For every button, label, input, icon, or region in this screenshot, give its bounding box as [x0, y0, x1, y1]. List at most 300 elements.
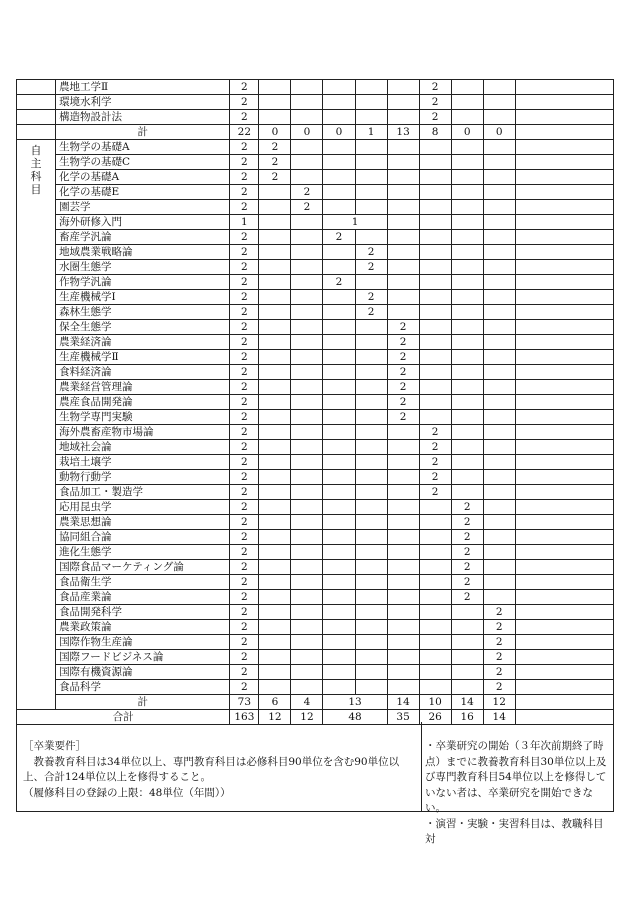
semester-cell — [483, 470, 515, 485]
subtotal-row — [17, 125, 614, 140]
semester-total: 0 — [291, 125, 323, 140]
semester-cell — [291, 80, 323, 95]
credits-cell: 2 — [230, 170, 259, 185]
semester-cell — [419, 410, 451, 425]
table-row — [17, 260, 614, 275]
semester-cell — [291, 455, 323, 470]
semester-cell: 2 — [483, 620, 515, 635]
graduation-requirements — [23, 739, 423, 801]
credits-cell: 2 — [230, 605, 259, 620]
semester-cell — [419, 605, 451, 620]
credits-cell: 2 — [230, 155, 259, 170]
semester-cell: 2 — [387, 320, 419, 335]
semester-cell — [419, 515, 451, 530]
course-name: 農業政策論 — [56, 620, 230, 635]
semester-cell — [419, 305, 451, 320]
category-cell — [17, 95, 56, 110]
credits-cell: 2 — [230, 110, 259, 125]
remarks-cell — [515, 365, 613, 380]
semester-cell — [419, 350, 451, 365]
semester-cell — [323, 590, 355, 605]
semester-cell — [355, 590, 387, 605]
grand-total-label: 合計 — [17, 710, 230, 725]
semester-cell — [387, 545, 419, 560]
table-row — [17, 665, 614, 680]
semester-cell: 2 — [323, 275, 355, 290]
semester-cell — [259, 290, 291, 305]
semester-cell — [291, 170, 323, 185]
credits-cell: 2 — [230, 245, 259, 260]
semester-cell — [451, 305, 483, 320]
remarks-cell — [515, 470, 613, 485]
semester-cell — [451, 80, 483, 95]
semester-cell — [387, 455, 419, 470]
remarks-cell — [515, 230, 613, 245]
course-name: 食品科学 — [56, 680, 230, 695]
semester-cell — [355, 200, 387, 215]
requirements-line: 上、合計124単位以上を修得すること。 — [23, 771, 212, 783]
semester-cell — [419, 635, 451, 650]
category-char: 目 — [30, 183, 42, 196]
semester-cell — [419, 500, 451, 515]
semester-cell — [451, 185, 483, 200]
semester-cell — [387, 185, 419, 200]
semester-cell — [483, 485, 515, 500]
credits-cell: 2 — [230, 260, 259, 275]
credits-cell: 2 — [230, 650, 259, 665]
semester-cell — [451, 290, 483, 305]
semester-cell — [259, 440, 291, 455]
semester-cell — [355, 620, 387, 635]
semester-cell — [291, 635, 323, 650]
semester-cell — [483, 455, 515, 470]
semester-cell — [419, 140, 451, 155]
semester-cell — [387, 575, 419, 590]
semester-grand-total: 12 — [259, 710, 291, 725]
semester-cell — [259, 605, 291, 620]
remarks-cell — [515, 425, 613, 440]
credits-cell: 2 — [230, 140, 259, 155]
semester-cell — [419, 365, 451, 380]
semester-cell — [387, 650, 419, 665]
table-row — [17, 590, 614, 605]
category-char: 自 — [30, 144, 42, 157]
semester-cell — [355, 455, 387, 470]
semester-cell — [291, 95, 323, 110]
semester-cell — [291, 515, 323, 530]
semester-cell — [355, 440, 387, 455]
credits-cell: 2 — [230, 365, 259, 380]
semester-cell: 2 — [419, 80, 451, 95]
semester-cell — [259, 110, 291, 125]
credits-cell: 2 — [230, 620, 259, 635]
semester-cell: 2 — [483, 665, 515, 680]
course-name: 動物行動学 — [56, 470, 230, 485]
semester-cell — [355, 545, 387, 560]
semester-cell — [291, 470, 323, 485]
semester-cell — [483, 350, 515, 365]
semester-cell — [387, 305, 419, 320]
table-row — [17, 560, 614, 575]
semester-cell — [291, 260, 323, 275]
course-name: 生物学の基礎C — [56, 155, 230, 170]
semester-cell — [355, 485, 387, 500]
semester-cell — [355, 185, 387, 200]
remarks-cell — [515, 395, 613, 410]
semester-cell — [451, 260, 483, 275]
semester-cell — [291, 350, 323, 365]
credits-cell: 2 — [230, 230, 259, 245]
semester-cell: 2 — [387, 335, 419, 350]
semester-cell — [419, 530, 451, 545]
semester-cell — [291, 545, 323, 560]
remarks-cell — [515, 320, 613, 335]
table-row — [17, 230, 614, 245]
semester-cell — [355, 170, 387, 185]
semester-cell — [259, 335, 291, 350]
semester-cell — [259, 530, 291, 545]
semester-total-merged: 13 — [323, 695, 387, 710]
semester-cell — [483, 185, 515, 200]
semester-cell — [355, 95, 387, 110]
semester-cell — [387, 590, 419, 605]
semester-cell — [291, 425, 323, 440]
credits-cell: 2 — [230, 335, 259, 350]
semester-cell — [291, 335, 323, 350]
semester-cell — [387, 170, 419, 185]
semester-cell — [355, 425, 387, 440]
credits-cell: 2 — [230, 425, 259, 440]
semester-cell — [323, 455, 355, 470]
semester-grand-total: 26 — [419, 710, 451, 725]
credits-cell: 2 — [230, 200, 259, 215]
semester-cell — [355, 230, 387, 245]
semester-cell — [291, 215, 323, 230]
note-line: ・演習・実験・実習科目は、教職科目対 — [425, 817, 604, 845]
semester-cell — [259, 500, 291, 515]
semester-cell — [451, 365, 483, 380]
semester-cell — [387, 665, 419, 680]
requirements-divider — [421, 722, 422, 812]
semester-cell — [259, 275, 291, 290]
semester-cell — [419, 665, 451, 680]
semester-cell: 2 — [387, 365, 419, 380]
semester-cell: 2 — [483, 605, 515, 620]
semester-cell — [387, 200, 419, 215]
semester-cell: 2 — [323, 230, 355, 245]
course-name: 農業経営管理論 — [56, 380, 230, 395]
semester-cell — [483, 335, 515, 350]
semester-cell — [259, 215, 291, 230]
table-row — [17, 500, 614, 515]
semester-cell — [483, 545, 515, 560]
course-name: 生産機械学Ⅰ — [56, 290, 230, 305]
semester-cell — [291, 305, 323, 320]
remarks-cell — [515, 245, 613, 260]
semester-cell — [323, 260, 355, 275]
semester-cell: 2 — [419, 425, 451, 440]
semester-cell — [387, 635, 419, 650]
credits-cell: 2 — [230, 305, 259, 320]
semester-cell — [419, 260, 451, 275]
semester-cell — [483, 140, 515, 155]
remarks-cell — [515, 650, 613, 665]
table-row — [17, 515, 614, 530]
graduation-requirements-box — [16, 722, 614, 845]
semester-cell — [291, 290, 323, 305]
semester-cell — [291, 245, 323, 260]
table-row — [17, 95, 614, 110]
semester-cell — [291, 380, 323, 395]
table-row — [17, 395, 614, 410]
remarks-cell — [515, 380, 613, 395]
semester-cell — [259, 545, 291, 560]
course-name: 国際有機資源論 — [56, 665, 230, 680]
semester-cell: 2 — [451, 560, 483, 575]
credits-cell: 2 — [230, 455, 259, 470]
semester-cell — [291, 575, 323, 590]
semester-cell — [419, 320, 451, 335]
credits-grand-total: 163 — [230, 710, 259, 725]
semester-cell — [259, 260, 291, 275]
category-cell — [17, 110, 56, 125]
credits-cell: 2 — [230, 560, 259, 575]
semester-cell — [323, 80, 355, 95]
semester-cell — [387, 230, 419, 245]
semester-cell — [387, 80, 419, 95]
semester-cell — [323, 110, 355, 125]
course-name: 食品加工・製造学 — [56, 485, 230, 500]
remarks-cell — [515, 500, 613, 515]
course-name: 食品産業論 — [56, 590, 230, 605]
semester-cell — [259, 425, 291, 440]
table-row — [17, 110, 614, 125]
research-notes — [425, 739, 611, 848]
semester-cell — [419, 215, 451, 230]
semester-cell — [355, 395, 387, 410]
semester-cell — [451, 95, 483, 110]
semester-cell — [259, 95, 291, 110]
semester-cell — [323, 395, 355, 410]
semester-cell — [387, 275, 419, 290]
semester-grand-total: 12 — [291, 710, 323, 725]
semester-cell — [355, 155, 387, 170]
table-row — [17, 305, 614, 320]
semester-cell: 2 — [451, 500, 483, 515]
table-row — [17, 140, 614, 155]
semester-cell — [419, 395, 451, 410]
table-row — [17, 245, 614, 260]
category-char: 主 — [30, 157, 42, 170]
semester-cell — [259, 635, 291, 650]
semester-cell — [451, 110, 483, 125]
semester-cell — [323, 95, 355, 110]
semester-cell: 2 — [483, 680, 515, 695]
table-row — [17, 290, 614, 305]
remarks-cell — [515, 260, 613, 275]
semester-cell — [259, 350, 291, 365]
semester-cell — [419, 590, 451, 605]
semester-cell — [451, 275, 483, 290]
semester-cell — [355, 365, 387, 380]
course-name: 応用昆虫学 — [56, 500, 230, 515]
semester-cell — [483, 590, 515, 605]
semester-cell — [323, 530, 355, 545]
semester-cell: 2 — [355, 245, 387, 260]
semester-total: 10 — [419, 695, 451, 710]
semester-cell — [259, 665, 291, 680]
course-name: 園芸学 — [56, 200, 230, 215]
semester-cell — [323, 320, 355, 335]
semester-cell — [259, 230, 291, 245]
course-name: 畜産学汎論 — [56, 230, 230, 245]
subtotal-label: 計 — [56, 695, 230, 710]
semester-cell — [419, 335, 451, 350]
semester-cell — [483, 230, 515, 245]
credits-cell: 2 — [230, 680, 259, 695]
credits-cell: 2 — [230, 590, 259, 605]
semester-cell — [451, 140, 483, 155]
semester-cell: 2 — [355, 260, 387, 275]
semester-total: 0 — [451, 125, 483, 140]
table-row — [17, 80, 614, 95]
semester-grand-total: 14 — [483, 710, 515, 725]
semester-cell — [355, 110, 387, 125]
requirements-heading: ［卒業要件］ — [23, 740, 86, 752]
semester-total: 0 — [259, 125, 291, 140]
semester-cell: 2 — [355, 305, 387, 320]
table-row — [17, 170, 614, 185]
credits-cell: 2 — [230, 350, 259, 365]
remarks-cell — [515, 275, 613, 290]
semester-cell — [451, 395, 483, 410]
course-name: 協同組合論 — [56, 530, 230, 545]
semester-cell — [483, 80, 515, 95]
semester-cell — [483, 410, 515, 425]
remarks-cell — [515, 170, 613, 185]
semester-cell — [451, 335, 483, 350]
semester-cell — [291, 410, 323, 425]
semester-cell — [355, 410, 387, 425]
semester-cell — [323, 470, 355, 485]
semester-cell — [483, 395, 515, 410]
semester-cell — [451, 485, 483, 500]
credits-cell: 2 — [230, 470, 259, 485]
semester-cell — [483, 200, 515, 215]
semester-cell — [291, 485, 323, 500]
table-row — [17, 275, 614, 290]
credits-cell: 2 — [230, 80, 259, 95]
credits-cell: 2 — [230, 410, 259, 425]
semester-cell — [387, 530, 419, 545]
semester-cell — [291, 620, 323, 635]
semester-cell — [419, 620, 451, 635]
semester-cell — [291, 530, 323, 545]
credits-cell: 2 — [230, 635, 259, 650]
semester-total: 6 — [259, 695, 291, 710]
table-row — [17, 425, 614, 440]
semester-cell: 2 — [259, 170, 291, 185]
credits-cell: 2 — [230, 95, 259, 110]
table-row — [17, 440, 614, 455]
course-name: 生産機械学Ⅱ — [56, 350, 230, 365]
table-row — [17, 620, 614, 635]
remarks-cell — [515, 530, 613, 545]
remarks-cell — [515, 110, 613, 125]
semester-cell — [291, 500, 323, 515]
remarks-cell — [515, 305, 613, 320]
semester-cell — [419, 380, 451, 395]
semester-cell — [387, 245, 419, 260]
semester-cell — [419, 185, 451, 200]
table-row — [17, 350, 614, 365]
table-row — [17, 635, 614, 650]
semester-cell — [259, 455, 291, 470]
remarks-cell — [515, 455, 613, 470]
remarks-cell — [515, 515, 613, 530]
remarks-cell — [515, 665, 613, 680]
semester-cell — [355, 140, 387, 155]
remarks-cell — [515, 590, 613, 605]
semester-cell — [387, 485, 419, 500]
semester-cell — [355, 500, 387, 515]
semester-cell — [387, 140, 419, 155]
course-name: 食料経済論 — [56, 365, 230, 380]
credits-cell: 2 — [230, 575, 259, 590]
semester-cell — [419, 200, 451, 215]
remarks-cell — [515, 80, 613, 95]
semester-cell — [355, 605, 387, 620]
remarks-cell — [515, 125, 613, 140]
semester-total: 0 — [483, 125, 515, 140]
remarks-cell — [515, 440, 613, 455]
note-line: いない者は、卒業研究を開始できない。 — [425, 786, 593, 814]
remarks-cell — [515, 185, 613, 200]
semester-cell — [387, 155, 419, 170]
category-cell — [17, 125, 56, 140]
table-row — [17, 215, 614, 230]
semester-cell — [291, 140, 323, 155]
semester-cell — [323, 620, 355, 635]
credits-cell: 2 — [230, 500, 259, 515]
semester-cell — [323, 185, 355, 200]
semester-cell — [387, 215, 419, 230]
curriculum-table — [16, 79, 614, 725]
semester-cell: 2 — [451, 590, 483, 605]
semester-cell — [355, 650, 387, 665]
semester-cell — [451, 425, 483, 440]
semester-cell: 2 — [483, 635, 515, 650]
semester-cell — [419, 560, 451, 575]
credits-cell: 2 — [230, 380, 259, 395]
credits-cell: 2 — [230, 395, 259, 410]
semester-cell — [483, 95, 515, 110]
table-row — [17, 680, 614, 695]
table-row — [17, 155, 614, 170]
course-name: 生物学の基礎A — [56, 140, 230, 155]
semester-cell — [323, 155, 355, 170]
semester-cell — [451, 245, 483, 260]
semester-cell — [387, 620, 419, 635]
requirements-line: （履修科目の登録の上限：48単位（年間）） — [23, 786, 231, 799]
semester-cell — [291, 365, 323, 380]
credits-cell: 2 — [230, 185, 259, 200]
requirements-line: 教養教育科目は34単位以上、専門教育科目は必修科目90単位を含む90単位以 — [23, 755, 400, 768]
semester-cell — [419, 275, 451, 290]
semester-cell — [323, 515, 355, 530]
semester-cell — [387, 560, 419, 575]
remarks-cell — [515, 155, 613, 170]
